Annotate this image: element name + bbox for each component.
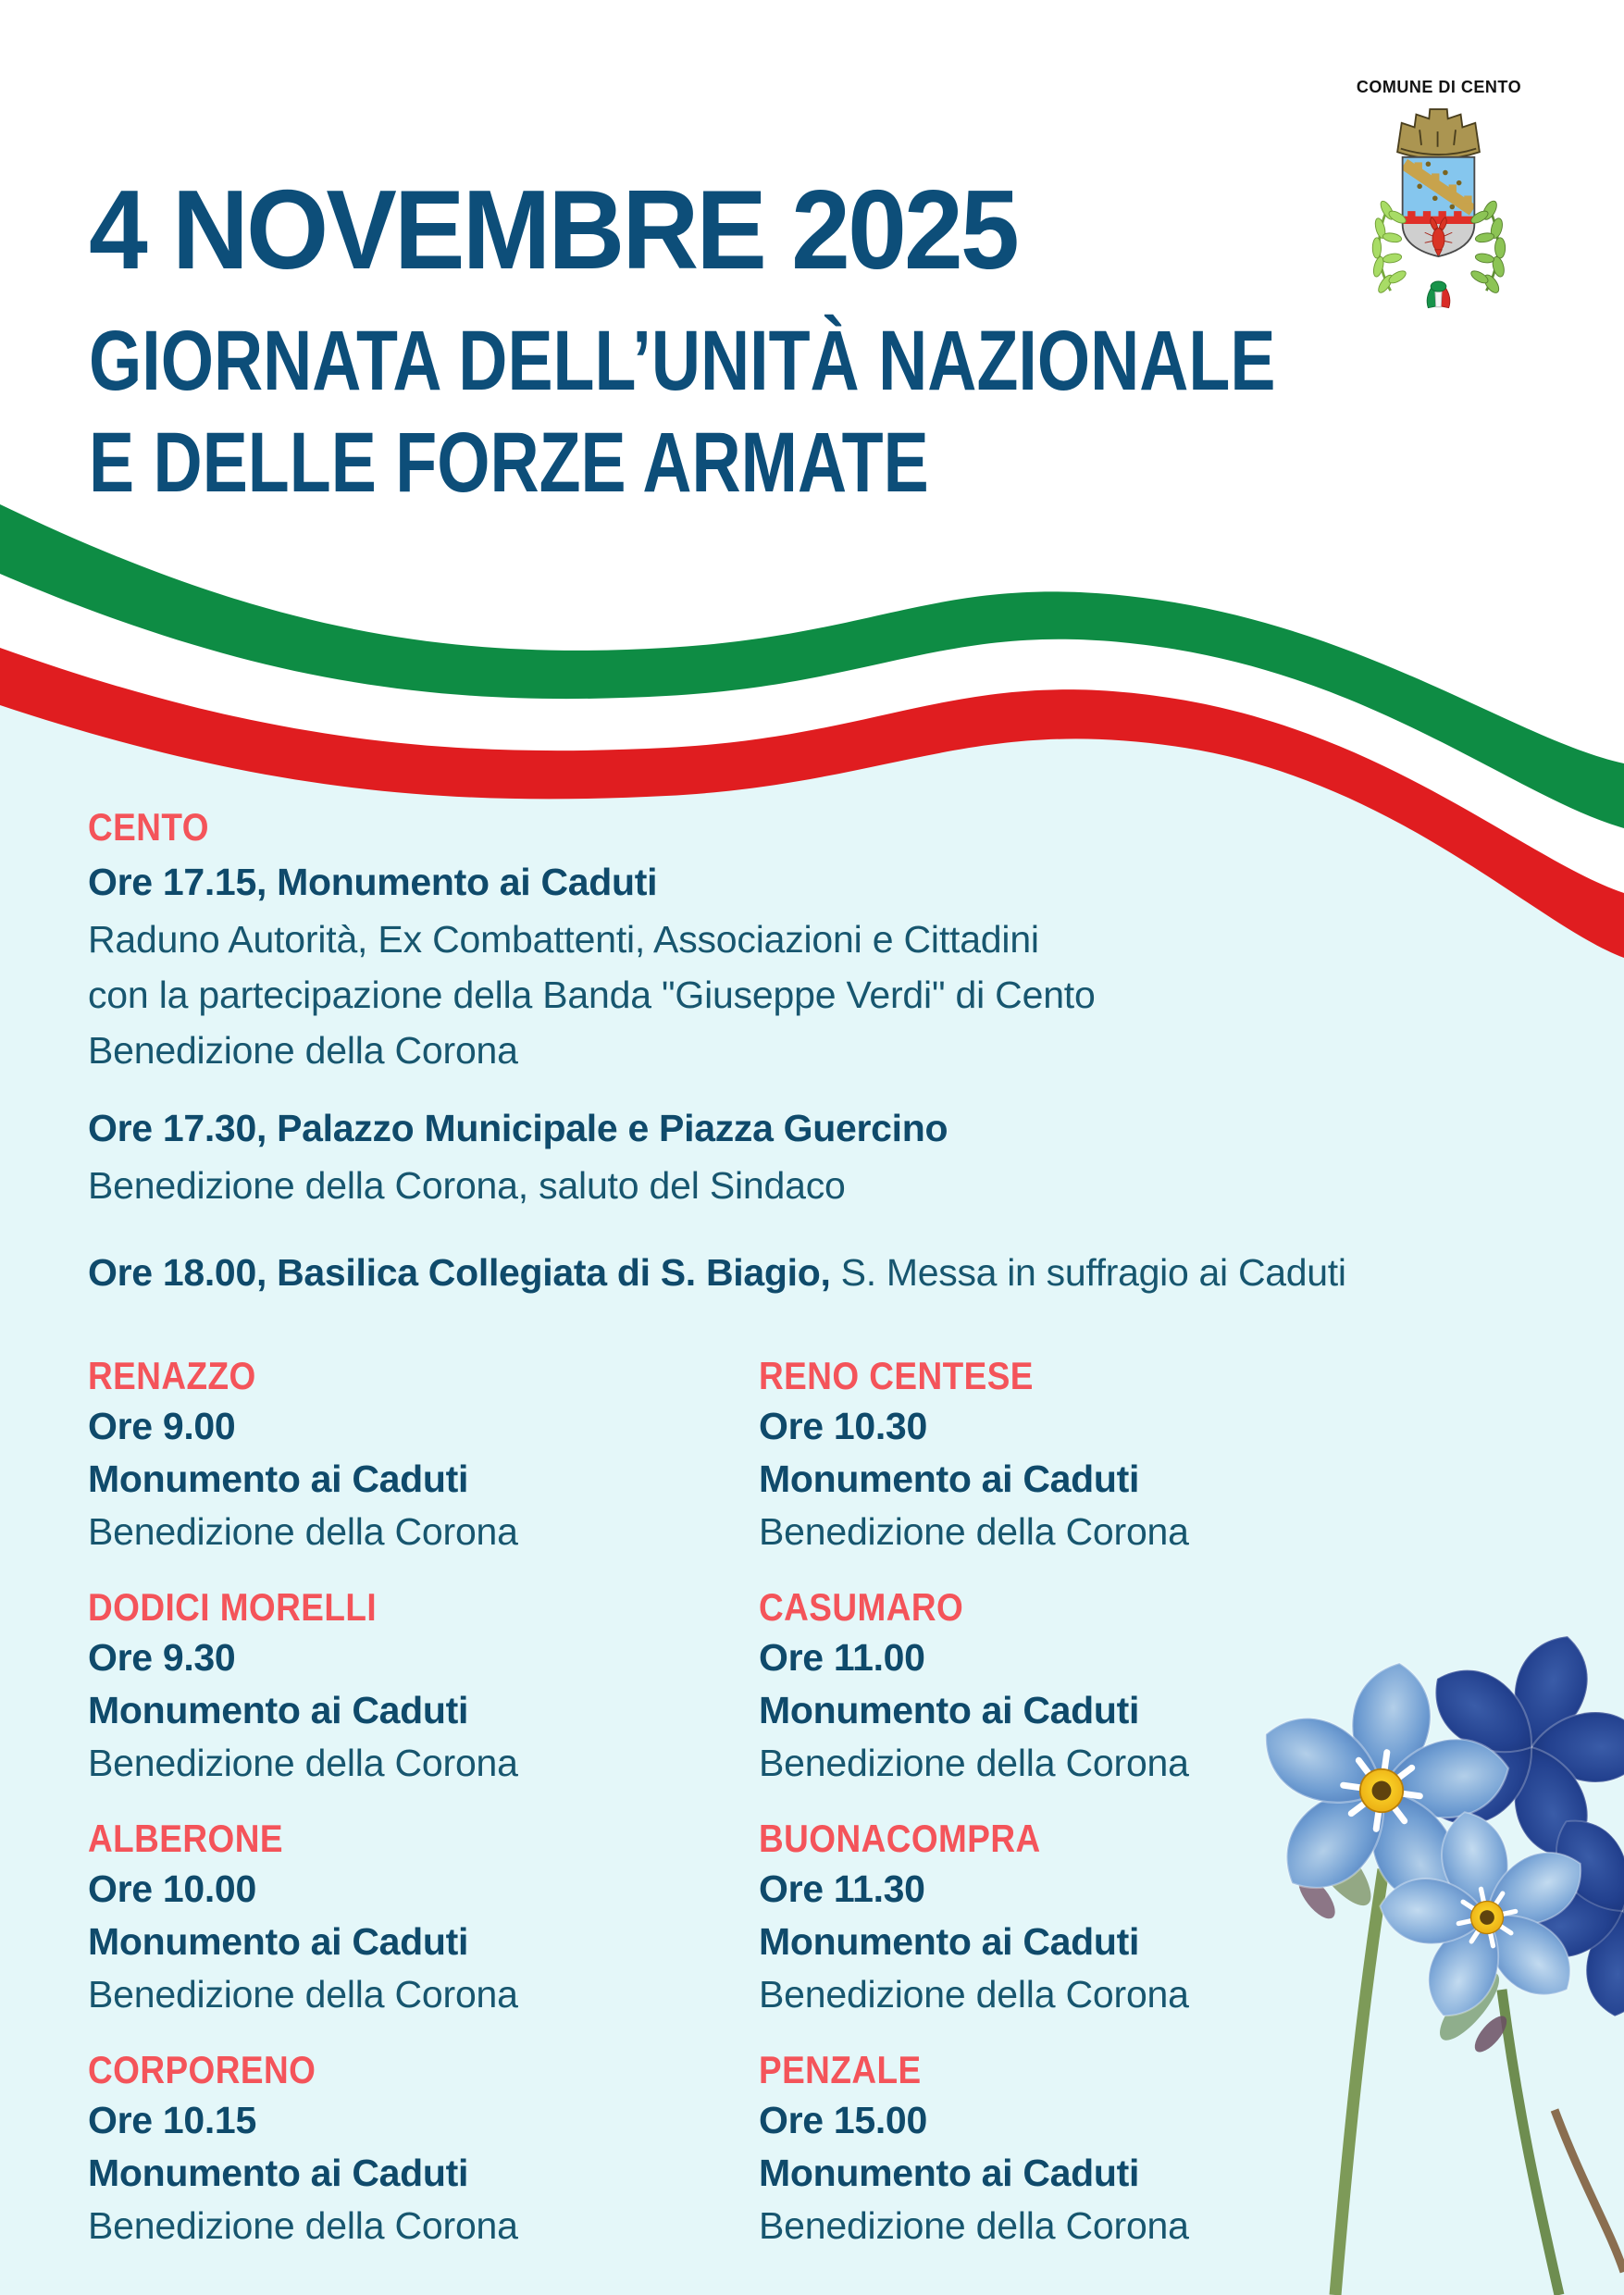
section-heading-alberone: ALBERONE [88,1817,283,1860]
event-note: S. Messa in suffragio ai Caduti [830,1251,1346,1294]
event-line: Raduno Autorità, Ex Combattenti, Associazioni e Cittadini [88,918,1039,961]
event-time: Ore 15.00 [759,2099,927,2141]
event-note: Benedizione della Corona [88,1742,518,1784]
section-heading-buonacompra: BUONACOMPRA [759,1817,1041,1860]
page-subtitle-line1: GIORNATA DELL’UNITÀ NAZIONALE [89,314,1276,408]
section-heading-penzale: PENZALE [759,2048,922,2091]
event-title: Ore 17.30, Palazzo Municipale e Piazza Guercino [88,1107,948,1149]
event-place: Monumento ai Caduti [759,1458,1140,1500]
event-place: Monumento ai Caduti [88,2152,469,2194]
comune-coat-of-arms-icon [1353,98,1524,316]
event-line: Benedizione della Corona, saluto del Sindaco [88,1164,846,1207]
event-time: Ore 11.00 [759,1636,925,1679]
event-time: Ore 10.00 [88,1867,256,1910]
event-time: Ore 10.15 [88,2099,256,2141]
event-note: Benedizione della Corona [759,2204,1189,2247]
event-place: Monumento ai Caduti [88,1920,469,1963]
event-time: Ore 10.30 [759,1405,927,1447]
event-note: Benedizione della Corona [759,1973,1189,2016]
section-heading-casumaro: CASUMARO [759,1585,964,1629]
event-title-bold: Ore 18.00, Basilica Collegiata di S. Biagio, [88,1251,831,1294]
event-time: Ore 9.00 [88,1405,236,1447]
tricolor-ribbon-icon [1427,281,1450,308]
forget-me-not-flowers-image [1254,1592,1624,2295]
event-note: Benedizione della Corona [88,2204,518,2247]
section-heading-dodici-morelli: DODICI MORELLI [88,1585,378,1629]
flower-stem [1502,1990,1559,2295]
event-note: Benedizione della Corona [88,1973,518,2016]
event-note: Benedizione della Corona [88,1510,518,1553]
comune-logo-title: COMUNE DI CENTO [1356,78,1522,96]
event-time: Ore 11.30 [759,1867,925,1910]
flower-stem [1335,1869,1383,2295]
event-title-with-note [88,1251,1346,1295]
flower-stem [1555,2110,1624,2272]
section-heading-cento: CENTO [88,805,209,849]
event-place: Monumento ai Caduti [88,1458,469,1500]
section-heading-corporeno: CORPORENO [88,2048,316,2091]
page-subtitle-line2: E DELLE FORZE ARMATE [89,416,929,510]
event-place: Monumento ai Caduti [88,1689,469,1731]
event-line: Benedizione della Corona [88,1029,518,1072]
event-place: Monumento ai Caduti [759,1689,1140,1731]
event-note: Benedizione della Corona [759,1742,1189,1784]
page-title: 4 NOVEMBRE 2025 [89,167,1017,292]
event-place: Monumento ai Caduti [759,1920,1140,1963]
event-note: Benedizione della Corona [759,1510,1189,1553]
section-heading-renazzo: RENAZZO [88,1354,256,1397]
event-title: Ore 17.15, Monumento ai Caduti [88,861,658,903]
crown-icon [1397,109,1480,159]
event-line: con la partecipazione della Banda "Giuseppe Verdi" di Cento [88,974,1096,1016]
event-place: Monumento ai Caduti [759,2152,1140,2194]
section-heading-reno-centese: RENO CENTESE [759,1354,1034,1397]
event-time: Ore 9.30 [88,1636,236,1679]
